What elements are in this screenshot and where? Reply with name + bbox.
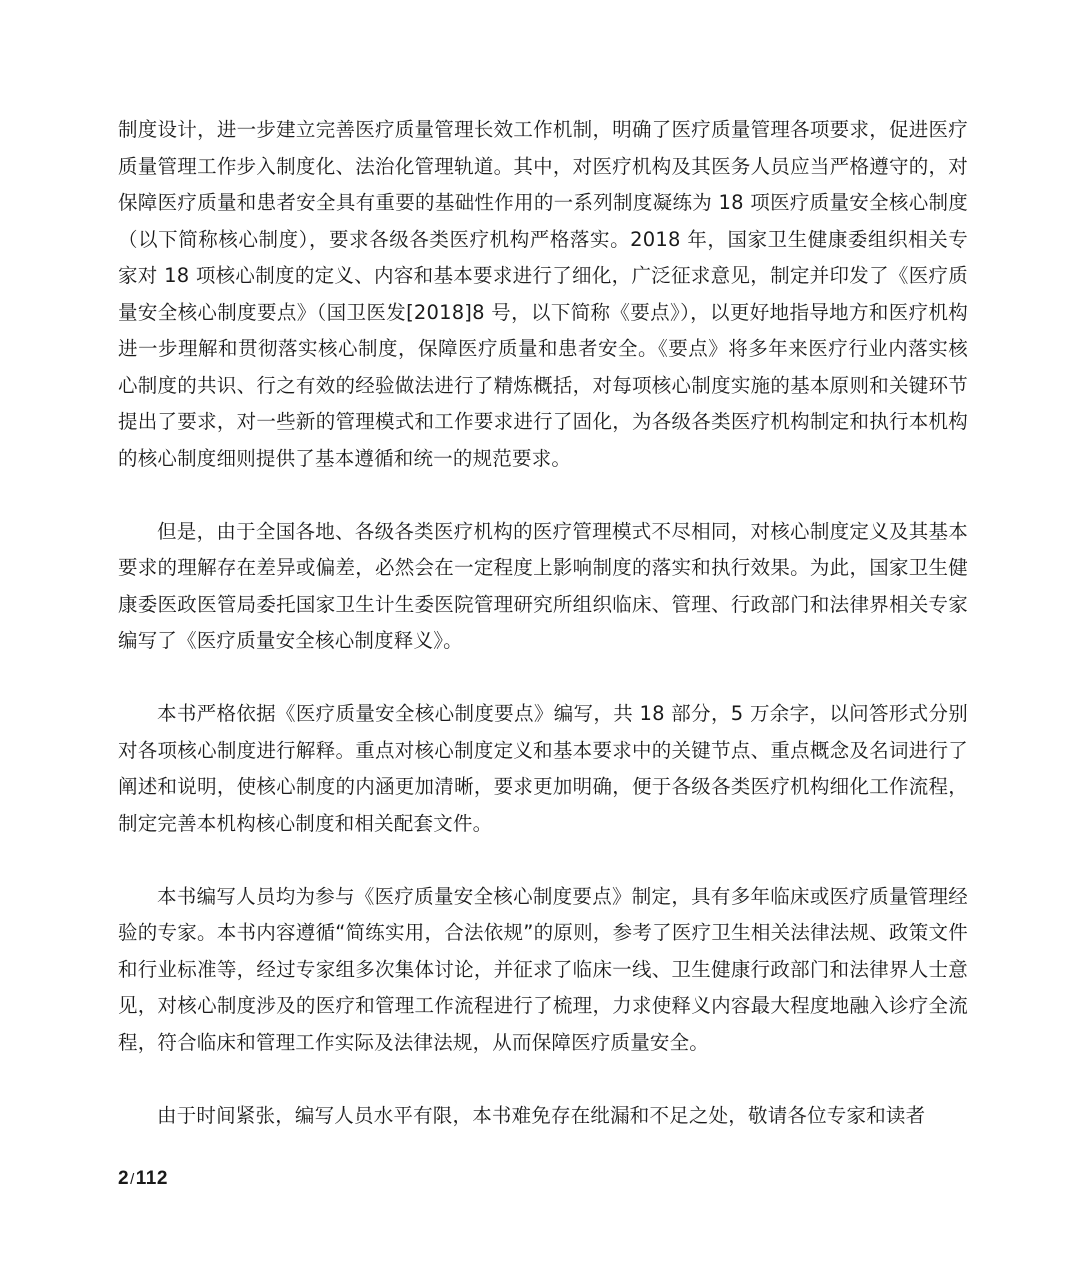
paragraph-spacer bbox=[118, 477, 968, 514]
paragraph: 本书严格依据《医疗质量安全核心制度要点》编写，共 18 部分，5 万余字，以问答形式分别对各项核心制度进行解释。重点对核心制度定义和基本要求中的关键节点、重点概念及名词进行了阐述和说明，使核心制度的内涵更加清晰，要求更加明确，便于各级各类医疗机构细化工作流程，制定完善本机构核心制度和相关配套文件。 bbox=[118, 702, 968, 835]
paragraph: 但是，由于全国各地、各级各类医疗机构的医疗管理模式不尽相同，对核心制度定义及其基本要求的理解存在差异或偏差，必然会在一定程度上影响制度的落实和执行效果。为此，国家卫生健康委医政医管局委托国家卫生计生委医院管理研究所组织临床、管理、行政部门和法律界相关专家编写了《医疗质量安全核心制度释义》。 bbox=[118, 519, 968, 652]
paragraph: 本书编写人员均为参与《医疗质量安全核心制度要点》制定，具有多年临床或医疗质量管理经验的专家。本书内容遵循“简练实用，合法依规”的原则，参考了医疗卫生相关法律法规、政策文件和行业标准等，经过专家组多次集体讨论，并征求了临床一线、卫生健康行政部门和法律界人士意见，对核心制度涉及的医疗和管理工作流程进行了梳理，力求使释义内容最大程度地融入诊疗全流程，符合临床和管理工作实际及法律法规，从而保障医疗质量安全。 bbox=[118, 884, 968, 1054]
current-page-number: 2 bbox=[118, 1168, 130, 1189]
paragraph-spacer bbox=[118, 1061, 968, 1098]
page-number bbox=[118, 1166, 168, 1193]
paragraph-spacer bbox=[118, 660, 968, 697]
paragraph-spacer bbox=[118, 842, 968, 879]
document-body bbox=[118, 112, 968, 1134]
page-separator: / bbox=[130, 1171, 135, 1188]
paragraph-continuation: 制度设计，进一步建立完善医疗质量管理长效工作机制，明确了医疗质量管理各项要求，促进医疗质量管理工作步入制度化、法治化管理轨道。其中，对医疗机构及其医务人员应当严格遵守的，对保障医疗质量和患者安全具有重要的基础性作用的一系列制度凝练为 18 项医疗质量安全核心制度（以下简称核心制度），要求各级各类医疗机构严格落实。2018 年，国家卫生健康委组织相关专家对 18 项核心制度的定义、内容和基本要求进行了细化，广泛征求意见，制定并印发了《医疗质量安全核心制度要点》（国卫医发[2018]8 号，以下简称《要点》），以更好地指导地方和医疗机构进一步理解和贯彻落实核心制度，保障医疗质量和患者安全。《要点》将多年来医疗行业内落实核心制度的共识、行之有效的经验做法进行了精炼概括，对每项核心制度实施的基本原则和关键环节提出了要求，对一些新的管理模式和工作要求进行了固化，为各级各类医疗机构制定和执行本机构的核心制度细则提供了基本遵循和统一的规范要求。 bbox=[118, 118, 968, 470]
total-page-count: 112 bbox=[135, 1168, 168, 1189]
paragraph-truncated: 由于时间紧张，编写人员水平有限，本书难免存在纰漏和不足之处，敬请各位专家和读者 bbox=[157, 1103, 926, 1127]
